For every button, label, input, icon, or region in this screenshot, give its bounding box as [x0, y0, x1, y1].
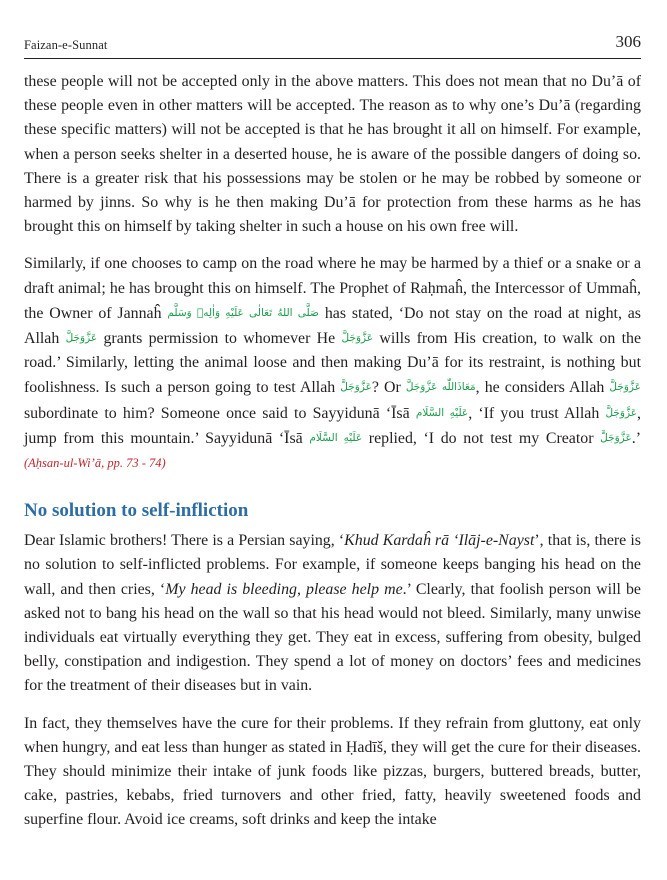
text-run: Dear Islamic brothers! There is a Persian saying, ‘ — [24, 532, 345, 550]
text-run: Similarly, if one chooses to camp on the road where he may be harmed by a thief or a snake or a draft animal; he has brought this on himself. The Prophet of Raḥmaĥ, the Intercessor of Ummaĥ, the Owner of Jannaĥ — [24, 255, 641, 322]
text-run: ’, that is, there is no solution to self-inflicted problems. For example, if someone keeps banging his head on the wall, and then cries, ‘ — [24, 532, 641, 598]
paragraph-1: these people will not be accepted only in the above matters. This does not mean that no Du’ā of these people even in other matters will be accepted. The reason as to why one’s Du’ā (regarding these specific matters) will not be accepted is that he has brought it all on himself. For example, when a person seeks shelter in a deserted house, he is aware of the possible dangers of doing so. There is a greater risk that his possessions may be stolen or he may be robbed by someone or harmed by jinns. So why is he then making Du’ā for protection from these harms as he has brought this on himself by taking shelter in such a house on his own free will. — [24, 73, 641, 236]
arabic-salutation: عَلَيْهِ السَّلَام — [309, 431, 363, 444]
text-run: subordinate to him? Someone once said to Sayyidunā ‘Īsā — [24, 404, 416, 422]
text-run: , he considers Allah — [475, 379, 610, 397]
arabic-honorific: عَزَّوَجَلَّ — [605, 406, 638, 419]
text-run: .’ Clearly, that foolish person will be asked not to bang his head on the wall so that his head would not bleed. Similarly, many unwise individuals eat virtually everything they get. They eat in excess, suffering from obesity, bulged belly, constipation and indigestion. They spend a lot of money on doctors’ fees and medicines for the treatment of their diseases but in vain. — [24, 580, 641, 695]
arabic-honorific: عَزَّوَجَلَّ — [600, 431, 632, 444]
text-run: has stated, ‘Do not stay on the road at night, as Allah — [24, 304, 641, 348]
arabic-salutation: عَلَيْهِ السَّلَام — [415, 406, 469, 419]
text-run: .’ — [631, 429, 641, 447]
arabic-honorific: عَزَّوَجَلَّ — [65, 332, 98, 345]
text-run: , jump from this mountain.’ Sayyidunā ‘Īsā — [24, 404, 642, 447]
arabic-phrase: مَعَاذَاللّٰه عَزَّوَجَلَّ — [405, 381, 476, 394]
italic-phrase: Khud Kardaĥ rā ‘Ilāj-e-Nayst — [344, 532, 535, 550]
page-body — [24, 70, 641, 846]
arabic-honorific: عَزَّوَجَلَّ — [609, 381, 641, 394]
text-run: , ‘If you trust Allah — [468, 404, 606, 422]
italic-phrase: My head is bleeding, please help me — [165, 580, 403, 598]
text-run: ? Or — [371, 379, 406, 397]
paragraph-2 — [24, 252, 641, 475]
book-title: Faizan-e-Sunnat — [24, 38, 108, 52]
section-heading: No solution to self-infliction — [24, 500, 249, 522]
page-header — [24, 22, 641, 59]
text-run: grants permission to whomever He — [97, 330, 342, 348]
arabic-honorific: عَزَّوَجَلَّ — [340, 381, 372, 394]
page-number: 306 — [615, 32, 641, 51]
text-run: wills from His creation, to walk on the road.’ Similarly, letting the animal loose and then making Du’ā for its restraint, is nothing but foolishness. Is such a person going to test Allah — [24, 330, 641, 397]
paragraph-4: In fact, they themselves have the cure for their problems. If they refrain from gluttony, eat only when hungry, and eat less than hunger as stated in Ḥadīš, they will get the cure for their diseases. They should minimize their intake of junk foods like pizzas, burgers, buttered breads, butter, cake, pastries, kebabs, fried turnovers and other fried, fatty, heavily sweetened foods and superfine flour. Avoid ice creams, soft drinks and keep the intake — [24, 714, 641, 829]
reference-citation: (Aḥsan-ul-Wi’ā, pp. 73 - 74) — [24, 456, 166, 471]
paragraph-3 — [24, 529, 641, 698]
text-run: replied, ‘I do not test my Creator — [362, 429, 601, 447]
arabic-honorific: عَزَّوَجَلَّ — [341, 332, 374, 345]
arabic-salutation: صَلَّى اللهُ تَعَالٰى عَلَيْهِ وَاٰلِهٖ وَسَلَّم — [167, 306, 319, 319]
